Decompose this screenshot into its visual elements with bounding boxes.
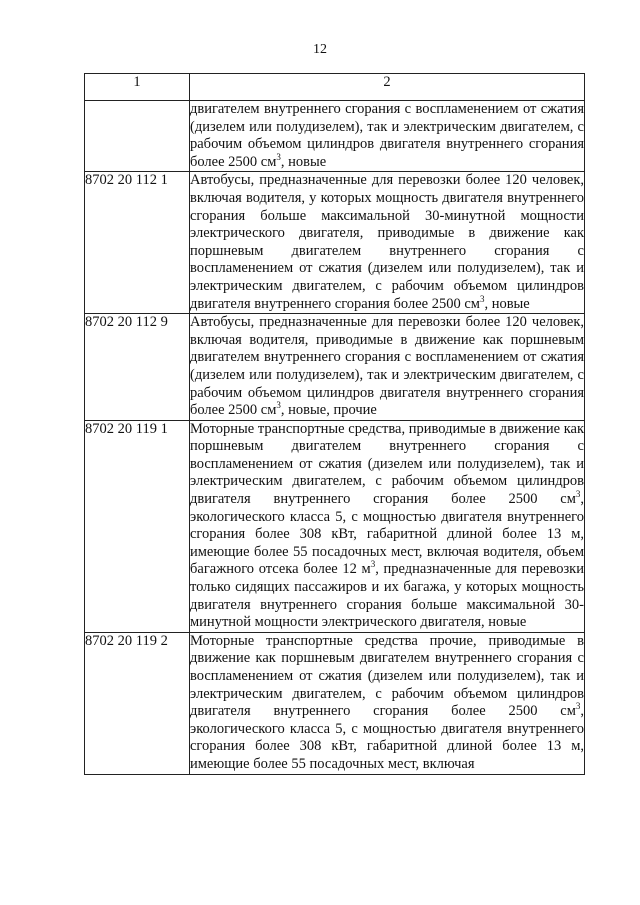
table-row xyxy=(85,314,585,421)
row-description xyxy=(190,420,585,632)
superscript-3: 3 xyxy=(479,293,485,304)
row-code: 8702 20 119 2 xyxy=(85,632,190,774)
superscript-3: 3 xyxy=(276,400,281,411)
table-row xyxy=(85,420,585,632)
row-description xyxy=(190,632,585,774)
row-code: 8702 20 112 9 xyxy=(85,314,190,421)
superscript-3: 3 xyxy=(575,701,581,712)
row-code xyxy=(85,101,190,172)
table-header-row xyxy=(85,74,585,101)
row-description-text: Моторные транспортные средства прочие, приводимые в движение как поршневым двигателем внутреннего сгорания с воспламенением от сжатия (дизелем или полудизелем), так и электрическим двигателем, с рабочим объемом цилиндров двигателя внутреннего сгорания более 2500 $см^3$, экологического класса 5, с мощностью двигателя внутреннего сгорания более 308 кВт, габаритной длиной более 13 м, имеющие более 55 посадочных мест, включая xyxy=(190,632,584,772)
superscript-3: 3 xyxy=(370,559,376,570)
header-col-2: 2 xyxy=(190,74,585,101)
row-description xyxy=(190,314,585,421)
table-row xyxy=(85,172,585,314)
row-code: 8702 20 119 1 xyxy=(85,420,190,632)
row-description-text: двигателем внутреннего сгорания с воспламенением от сжатия (дизелем или полудизелем), так и электрическим двигателем, с рабочим объемом цилиндров двигателя внутреннего сгорания более 2500 $см^3$, новые xyxy=(190,101,584,170)
row-code: 8702 20 112 1 xyxy=(85,172,190,314)
header-col-1: 1 xyxy=(85,74,190,101)
row-description-text: Автобусы, предназначенные для перевозки более 120 человек, включая водителя, у которых мощность двигателя внутреннего сгорания больше максимальной 30-минутной мощности электрического двигателя, приводимые в движение как поршневым двигателем внутреннего сгорания с воспламенением от сжатия (дизелем или полудизелем), так и электрическим двигателем, с рабочим объемом цилиндров двигателя внутреннего сгорания более 2500 $см^3$, новые xyxy=(190,172,584,312)
table-row xyxy=(85,632,585,774)
tariff-table xyxy=(84,73,585,775)
table-row xyxy=(85,101,585,172)
superscript-3: 3 xyxy=(276,151,281,162)
row-description xyxy=(190,101,585,172)
page-number: 12 xyxy=(313,42,327,57)
row-description xyxy=(190,172,585,314)
row-description-text: Автобусы, предназначенные для перевозки более 120 человек, включая водителя, приводимые в движение как поршневым двигателем внутреннего сгорания с воспламенением от сжатия (дизелем или полудизелем), так и электрическим двигателем, с рабочим объемом цилиндров двигателя внутреннего сгорания более 2500 $см^3$, новые, прочие xyxy=(190,314,584,419)
superscript-3: 3 xyxy=(575,489,581,500)
row-description-text: Моторные транспортные средства, приводимые в движение как поршневым двигателем внутреннего сгорания с воспламенением от сжатия (дизелем или полудизелем), так и электрическим двигателем, с рабочим объемом цилиндров двигателя внутреннего сгорания более 2500 $см^3$, экологического класса 5, с мощностью двигателя внутреннего сгорания более 308 кВт, габаритной длиной более 13 м, имеющие более 55 посадочных мест, включая водителя, объем багажного отсека более 12 $м^3$, предназначенные для перевозки только сидящих пассажиров и их багажа, у которых мощность двигателя внутреннего сгорания больше максимальной 30-минутной мощности электрического двигателя, новые xyxy=(190,420,584,631)
